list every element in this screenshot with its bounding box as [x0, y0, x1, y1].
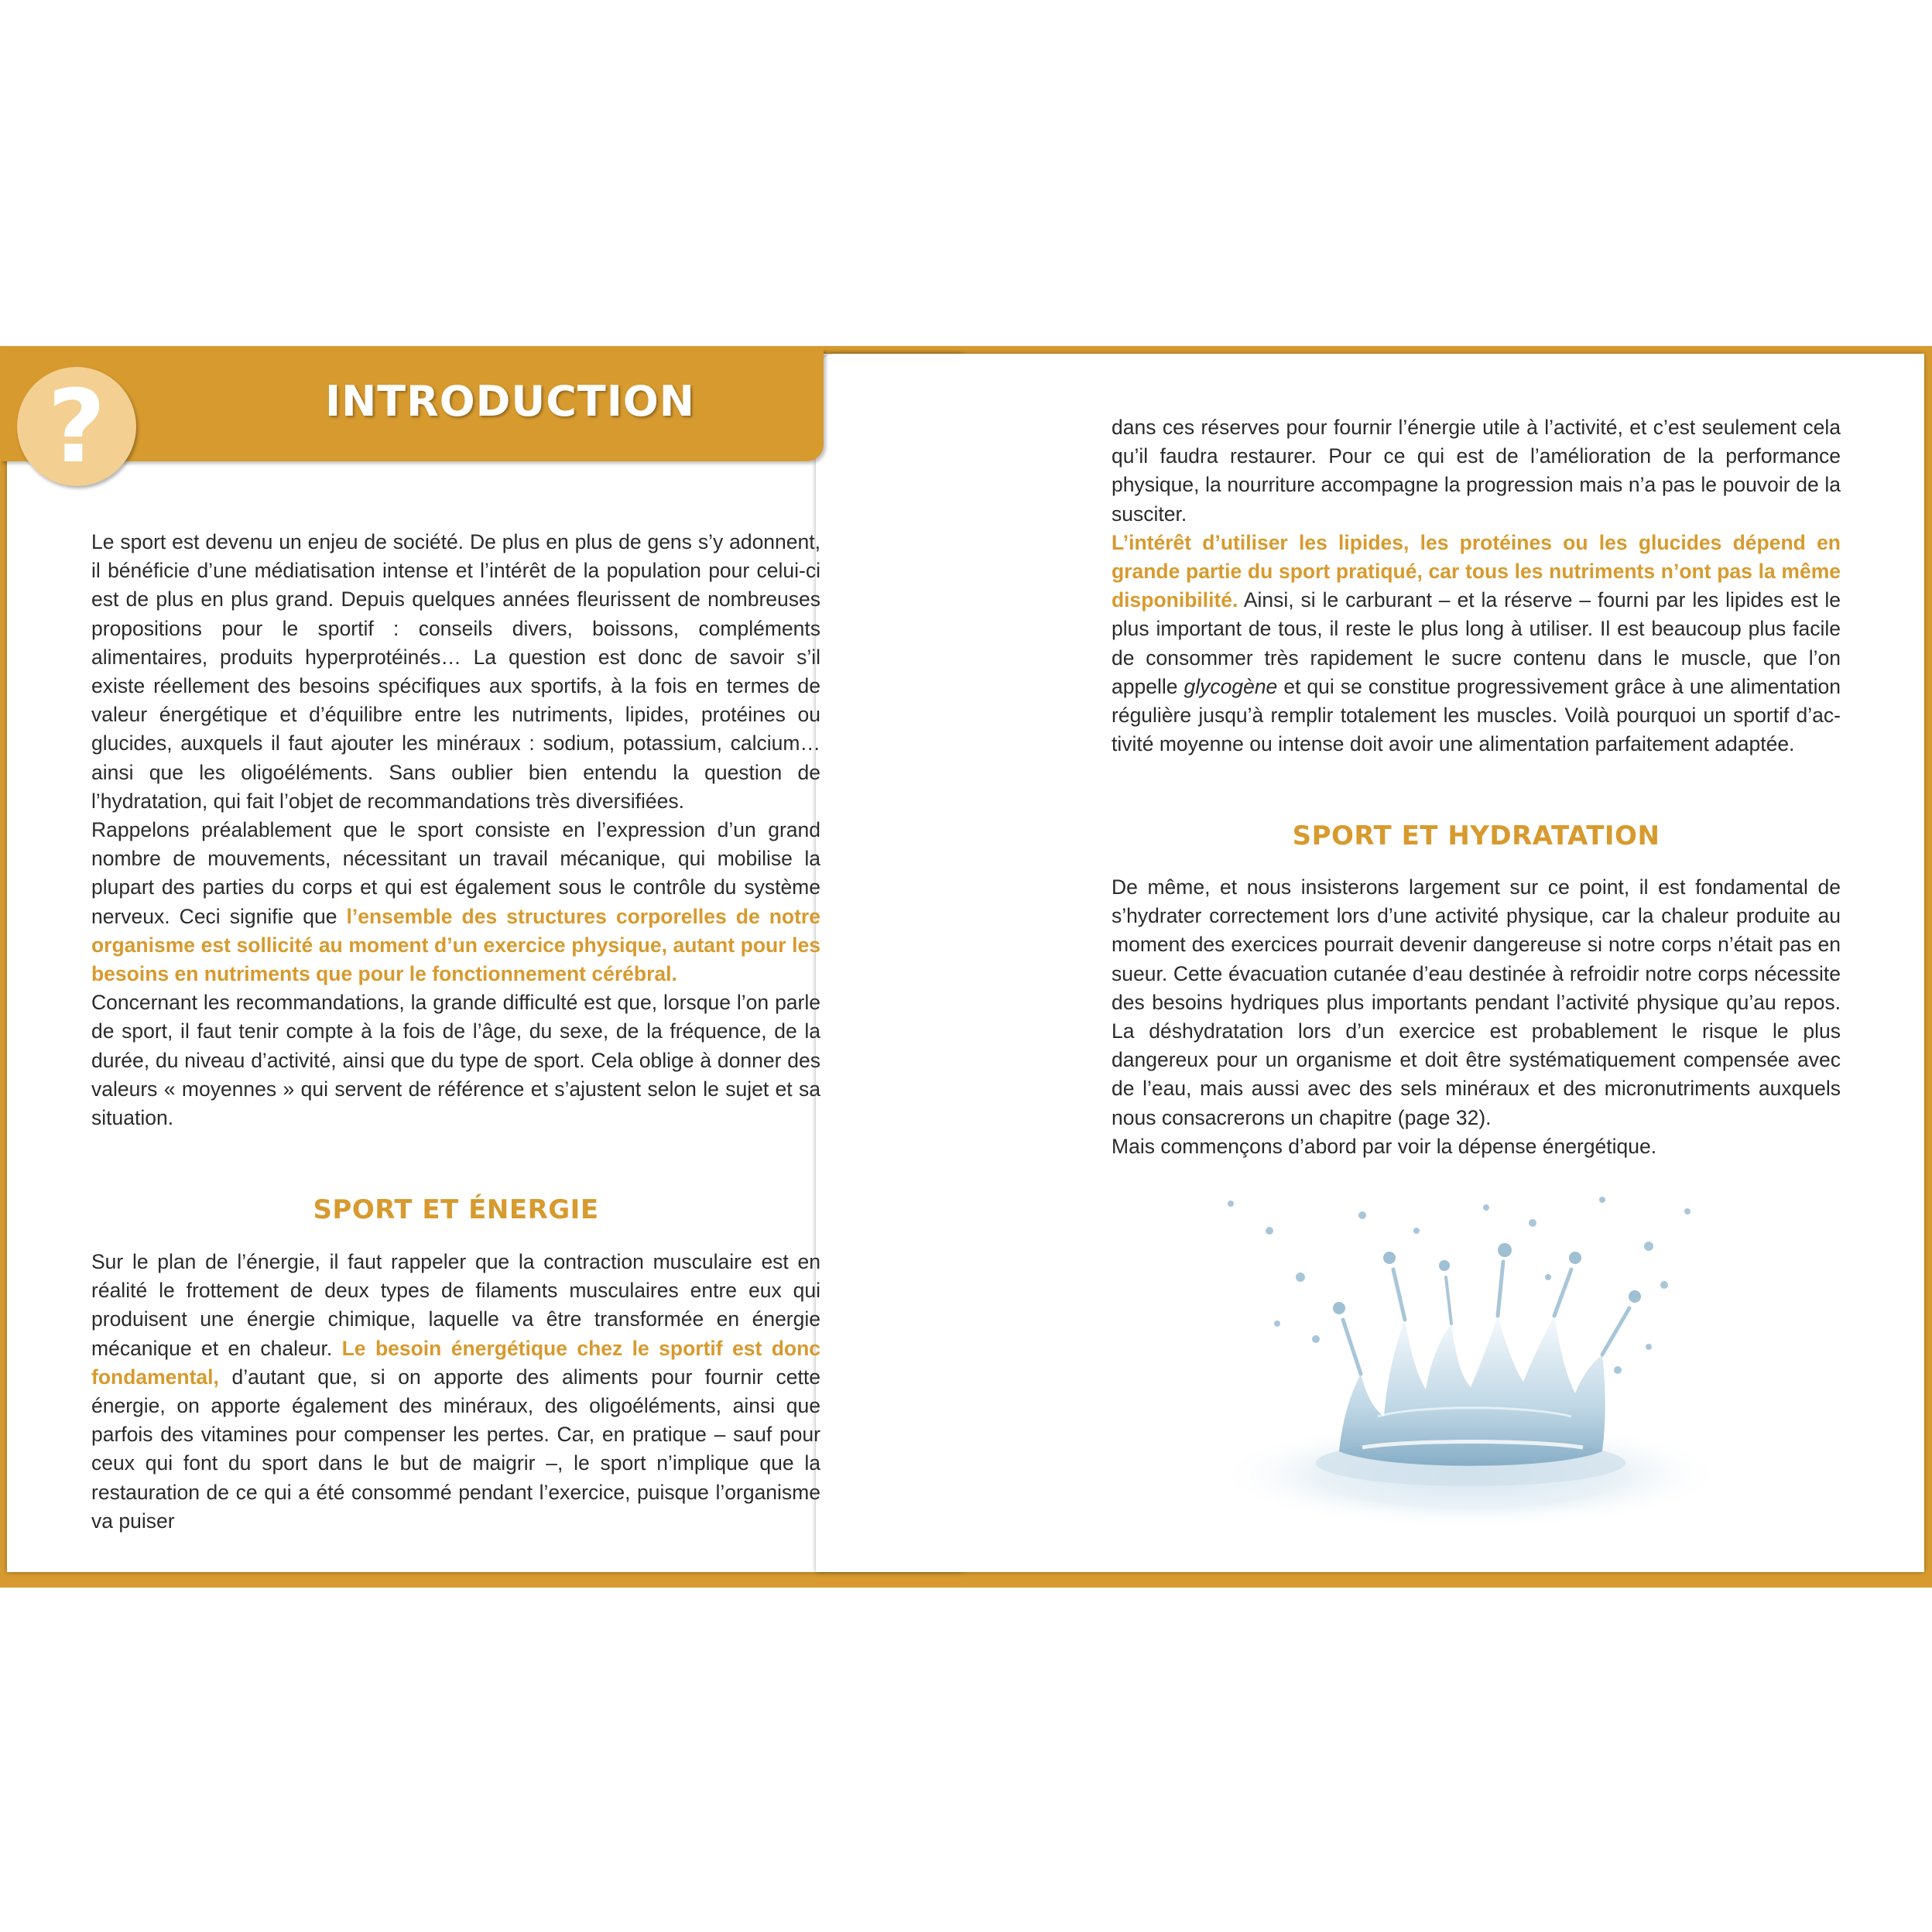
page-number-right: 9 [1899, 1548, 1913, 1570]
left-column-intro [91, 528, 820, 1132]
question-mark-icon [17, 367, 136, 486]
lipid-highlight: L’intérêt d’utiliser les lipides, les protéines ou les glucides dépend en grande partie du sport pratiqué, car tous les nutriments n’ont pas la même disponibilité. [1112, 530, 1841, 612]
lipid-paragraph [1112, 529, 1841, 759]
question-mark-glyph: ? [47, 368, 106, 485]
right-column-top [1112, 413, 1841, 759]
intro-paragraph-3: Concernant les recommandations, la grande difficulté est que, lorsque l’on parle de sport, il faut tenir compte à la fois de l’âge, du sexe, de la fréquence, de la durée, du niveau d’activité, ainsi que du type de sport. Cela oblige à donner des valeurs « moyennes » qui servent de référence et s’ajustent selon le sujet et sa situation. [91, 991, 820, 1130]
page-title: INTRODUCTION [325, 377, 695, 426]
energy-paragraph [91, 1248, 820, 1536]
continued-paragraph: dans ces réserves pour fournir l’énergie utile à l’activité, et c’est seulement cela qu’il faudra restaurer. Pour ce qui est de l’amélioration de la performance physique, la nourriture accompagne la progression mais n’a pas le pouvoir de la susciter. [1112, 416, 1841, 526]
hydration-paragraph: De même, et nous insisterons largement sur ce point, il est fondamental de s’hydrater correctement lors d’une activité physique, car la chaleur produite au moment des exercices pourrait devenir dangereuse si notre corps n’était pas en sueur. Cette évacuation cutanée d’eau destinée à refroidir notre corps nécessite des besoins hydriques plus importants pendant l’activité physique qu’au repos. La déshydratation lors d’un exercice est probablement le risque le plus dangereux pour un organisme et doit être systématiquement compensée avec de l’eau, mais aussi avec des sels minéraux et des micronutriments auxquels nous consacrerons un chapitre (page 32). [1112, 875, 1841, 1129]
lipid-text-2: et qui se constitue progressivement grâce à une alimentation régulière jusqu’à remplir totalement les muscles. Voilà pourquoi un sportif d’activité moyenne ou intense doit avoir une alimentation parfaitement adaptée. [1112, 674, 1841, 756]
intro-paragraph: Le sport est devenu un enjeu de société. De plus en plus de gens s’y adonnent, il bénéficie d’une médiatisation intense et l’intérêt de la population pour celui-ci est de plus en plus grand. Depuis quelques années fleurissent de nombreuses propositions pour le sportif : conseils divers, boissons, compléments alimentaires, produits hyperprotéinés… La question est donc de savoir s’il existe réellement des besoins spécifiques aux sportifs, à la fois en termes de valeur énergétique et d’équilibre entre les nutriments, lipides, protéines ou glucides, auxquels il faut ajouter les minéraux : sodium, potassium, calcium… ainsi que les oligoéléments. Sans oublier bien entendu la question de l’hydratation, qui fait l’objet de recommandations très diversifiées. [91, 530, 820, 813]
energy-highlight: Le besoin énergétique chez le sportif est donc fondamental, [91, 1336, 820, 1389]
section-title-energie: SPORT ET ÉNERGIE [313, 1194, 599, 1225]
closing-paragraph: Mais commençons d’abord par voir la dépense énergétique. [1112, 1134, 1657, 1158]
energy-text-1: Sur le plan de l’énergie, il faut rappeler que la contraction musculaire est en réalité le frottement de deux types de filaments musculaires entre eux qui produisent une énergie chimique, laquelle va être transformée en énergie mécanique et en chaleur. [91, 1250, 820, 1360]
section-title-hydratation: SPORT ET HYDRATATION [1292, 820, 1660, 851]
left-column-energy [91, 1248, 820, 1536]
page-number-left: 8 [13, 1548, 26, 1570]
right-column-hydration [1112, 873, 1841, 1161]
intro-paragraph-2 [91, 816, 820, 988]
glycogene-term: glycogène [1184, 674, 1278, 698]
intro-paragraph-2-text: Rappelons préalablement que le sport consiste en l’expression d’un grand nombre de mouvements, nécessitant un travail mécanique, qui mobilise la plupart des parties du corps et qui est également sous le contrôle du système nerveux. Ceci signifie que [91, 818, 820, 928]
energy-text-2: d’autant que, si on apporte des aliments pour fournir cette énergie, on apporte également des minéraux, des oligoéléments, ainsi que parfois des vitamines pour compenser les pertes. Car, en pratique – sauf pour ceux qui font du sport dans le but de maigrir –, le sport n’implique que la restauration de ce qui a été consommé pendant l’exercice, puisque l’organisme va puiser [91, 1365, 820, 1533]
intro-highlight: l’ensemble des structures corporelles de notre organisme est sollicité au moment d’un exercice physique, autant pour les besoins en nutriments que pour le fonctionnement cérébral. [91, 904, 820, 986]
lipid-text-1: Ainsi, si le carburant – et la réserve – fourni par les lipides est le plus important de tous, il reste le plus long à utiliser. Il est beaucoup plus facile de consommer très rapidement le sucre contenu dans le muscle, que l’on appelle [1112, 588, 1841, 698]
water-splash-image [1184, 1184, 1757, 1548]
